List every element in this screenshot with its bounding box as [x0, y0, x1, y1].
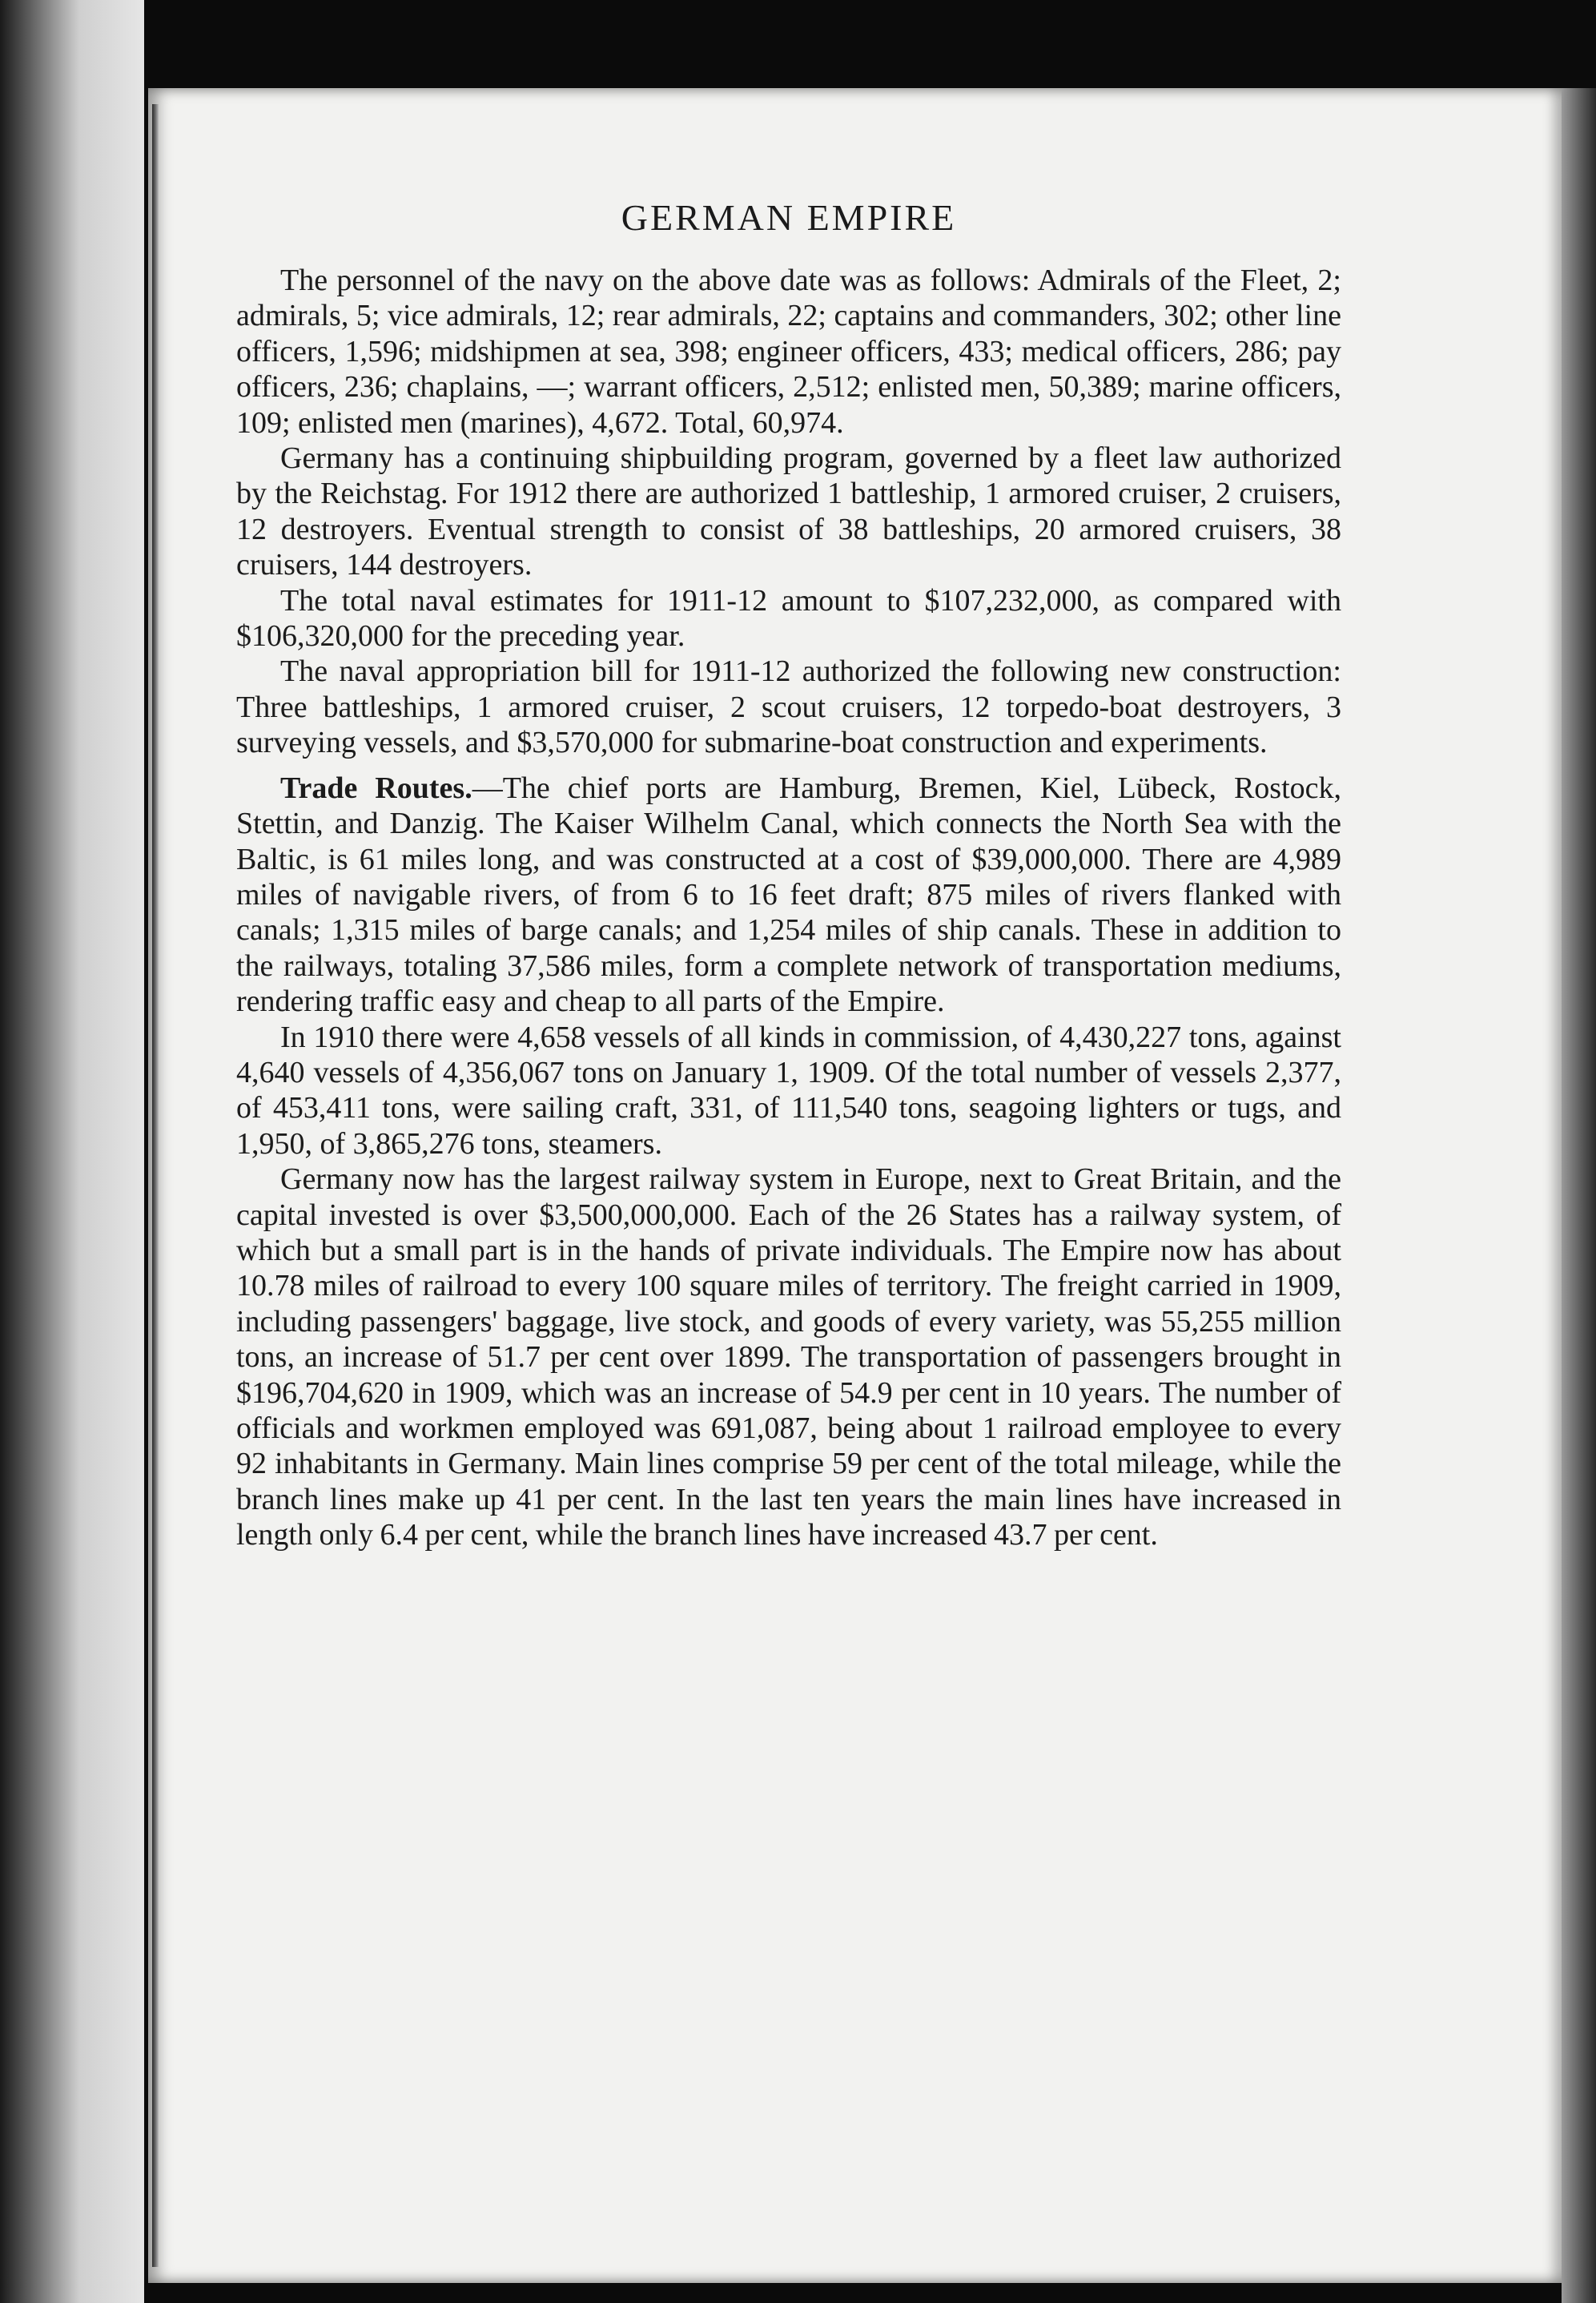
paragraph-naval-estimates: The total naval estimates for 1911-12 amount to $107,232,000, as compared with $106,320,000 for the preceding year.	[236, 583, 1341, 654]
paragraph-navy-personnel: The personnel of the navy on the above date was as follows: Admirals of the Fleet, 2; admirals, 5; vice admirals, 12; rear admirals, 22; captains and commanders, 302; other line officers, 1,596; midshipmen at sea, 398; engineer officers, 433; medical officers, 286; pay officers, 236; chaplains, —; warrant officers, 2,512; enlisted men, 50,389; marine officers, 109; enlisted men (marines), 4,672. Total, 60,974.	[236, 264, 1341, 440]
section-title-trade-routes: Trade Routes.	[280, 771, 472, 805]
paragraph-appropriation-bill: The naval appropriation bill for 1911-12 authorized the following new construction: Three battleships, 1 armored cruiser, 2 scout cruisers, 12 torpedo-boat destroyers, 3 surveying vessels, and $3,570,000 for submarine-boat construction and experiments.	[236, 654, 1341, 760]
paragraph-trade-routes	[236, 771, 1341, 1020]
paragraph-railway-system: Germany now has the largest railway system in Europe, next to Great Britain, and the capital invested is over $3,500,000,000. Each of the 26 States has a railway system, of which but a small part is in the hands of private individuals. The Empire now has about 10.78 miles of railroad to every 100 square miles of territory. The freight carried in 1909, including passengers' baggage, live stock, and goods of every variety, was 55,255 million tons, an increase of 51.7 per cent over 1899. The transportation of passengers brought in $196,704,620 in 1909, which was an increase of 54.9 per cent in 10 years. The number of officials and workmen employed was 691,087, being about 1 railroad employee to every 92 inhabitants in Germany. Main lines comprise 59 per cent of the total mileage, while the branch lines make up 41 per cent. In the last ten years the main lines have increased in length only 6.4 per cent, while the branch lines have increased 43.7 per cent.	[236, 1162, 1341, 1552]
paragraph-vessels-1910: In 1910 there were 4,658 vessels of all kinds in commission, of 4,430,227 tons, against 4,640 vessels of 4,356,067 tons on January 1, 1909. Of the total number of vessels 2,377, of 453,411 tons, were sailing craft, 331, of 111,540 tons, seagoing lighters or tugs, and 1,950, of 3,865,276 tons, steamers.	[236, 1020, 1341, 1161]
page-gutter	[152, 104, 159, 2267]
page-text	[236, 196, 1341, 1553]
paragraph-shipbuilding-program: Germany has a continuing shipbuilding program, governed by a fleet law authorized by the Reichstag. For 1912 there are authorized 1 battleship, 1 armored cruiser, 2 cruisers, 12 destroyers. Eventual strength to consist of 38 battleships, 20 armored cruisers, 38 cruisers, 144 destroyers.	[236, 441, 1341, 582]
right-page-edge	[1562, 88, 1596, 2303]
trade-routes-body: —The chief ports are Hamburg, Bremen, Kiel, Lübeck, Rostock, Stettin, and Danzig. The Kaiser Wilhelm Canal, which connects the North Sea with the Baltic, is 61 miles long, and was constructed at a cost of $39,000,000. There are 4,989 miles of navigable rivers, of from 6 to 16 feet draft; 875 miles of rivers flanked with canals; 1,315 miles of barge canals; and 1,254 miles of ship canals. These in addition to the railways, totaling 37,586 miles, form a complete network of transportation mediums, rendering traffic easy and cheap to all parts of the Empire.	[236, 771, 1341, 1019]
left-page-edge	[0, 0, 144, 2303]
running-head: GERMAN EMPIRE	[621, 197, 957, 238]
